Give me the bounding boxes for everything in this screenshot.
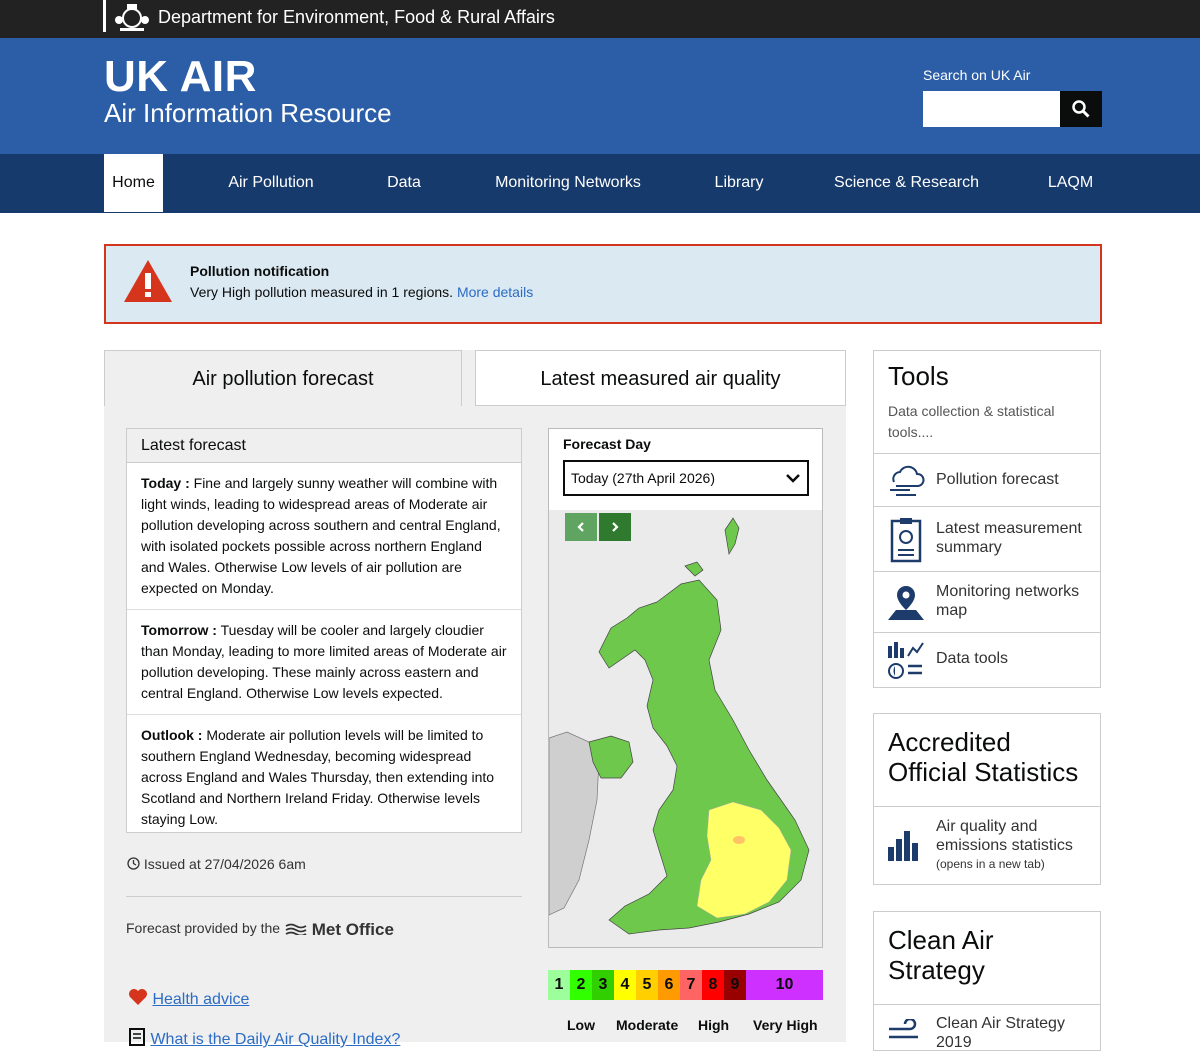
government-bar — [0, 0, 1200, 38]
clipboard-icon — [886, 517, 926, 563]
department-name[interactable]: Department for Environment, Food & Rural Affairs — [158, 7, 555, 27]
map-pin-icon — [886, 582, 926, 622]
nav-library[interactable]: Library — [714, 174, 764, 191]
clock-icon — [127, 857, 140, 870]
shetland-islands — [725, 518, 739, 554]
notification-message — [190, 284, 533, 300]
bar-chart-icon — [886, 829, 920, 863]
govbar-divider — [103, 0, 106, 32]
cloud-wind-icon — [886, 460, 926, 500]
statistics-link-label — [936, 817, 1096, 874]
scale-band-8: 8 — [702, 970, 724, 1000]
tool-pollution-forecast[interactable] — [874, 453, 1100, 506]
clean-air-strategy-link[interactable] — [874, 1004, 1100, 1054]
forecast-map-box — [548, 428, 823, 948]
met-office-logo[interactable] — [285, 920, 394, 940]
chart-tools-icon — [886, 640, 926, 680]
tomorrow-label: Tomorrow : — [141, 622, 217, 638]
search-label: Search on UK Air — [923, 67, 1031, 83]
scale-label-low: Low — [567, 1017, 595, 1033]
forecast-provider-text: Forecast provided by the — [126, 920, 281, 936]
scale-label-high: High — [698, 1017, 730, 1033]
moderate-pollution-hotspot — [733, 836, 745, 844]
chevron-down-icon — [785, 470, 801, 486]
scale-band-6: 6 — [658, 970, 680, 1000]
site-subtitle: Air Information Resource — [104, 98, 392, 128]
air-quality-statistics-link[interactable] — [874, 806, 1100, 884]
health-advice — [128, 988, 249, 1009]
pollution-notification — [104, 244, 1102, 324]
outlook-text: Moderate air pollution levels will be limited to southern England Wednesday, becoming widespread across England and Wales Thursday, then extending into Scotland and Northern Ireland Friday. Otherwise levels staying Low. — [141, 727, 495, 827]
statistics-title: Accredited Official Statistics — [888, 727, 1079, 787]
forecast-outlook — [127, 715, 521, 840]
ireland-landmass — [549, 732, 599, 915]
nav-science-research[interactable]: Science & Research — [834, 174, 979, 191]
search-input[interactable] — [923, 91, 1060, 127]
tool-latest-measurement-summary[interactable] — [874, 506, 1100, 571]
orkney-islands — [685, 562, 703, 576]
notification-text: Very High pollution measured in 1 regions. — [190, 284, 454, 300]
wind-icon — [886, 1019, 926, 1059]
scale-band-9: 9 — [724, 970, 746, 1000]
forecast-day-value: Today (27th April 2026) — [571, 470, 715, 486]
search-button[interactable] — [1060, 91, 1102, 127]
today-text: Fine and largely sunny weather will combine with light winds, leading to widespread areas of Moderate air pollution developing across southern and central England, with isolated pockets possible across northern England and Wales. Otherwise Low levels of air pollution are expected on Monday. — [141, 475, 501, 596]
notification-title: Pollution notification — [190, 263, 330, 279]
clean-air-strategy-card — [873, 911, 1101, 1051]
scale-band-5: 5 — [636, 970, 658, 1000]
forecast-day-select[interactable] — [563, 460, 809, 496]
outlook-label: Outlook : — [141, 727, 203, 743]
daqi-link[interactable]: What is the Daily Air Quality Index? — [150, 1031, 401, 1048]
scale-band-2: 2 — [570, 970, 592, 1000]
uk-forecast-map[interactable] — [549, 510, 822, 947]
new-tab-note: (opens in a new tab) — [936, 857, 1045, 871]
royal-crest-icon — [112, 2, 152, 32]
scale-band-7: 7 — [680, 970, 702, 1000]
tab-air-pollution-forecast[interactable]: Air pollution forecast — [104, 350, 462, 406]
warning-icon — [122, 258, 174, 304]
scale-band-4: 4 — [614, 970, 636, 1000]
nav-home[interactable]: Home — [104, 154, 163, 212]
uk-map-graphic — [549, 510, 822, 947]
search-icon — [1072, 100, 1090, 118]
document-icon — [128, 1028, 146, 1046]
today-label: Today : — [141, 475, 190, 491]
site-header — [0, 38, 1200, 154]
strategy-title: Clean Air Strategy — [888, 925, 994, 985]
scale-band-10: 10 — [746, 970, 823, 1000]
forecast-tomorrow — [127, 610, 521, 715]
latest-forecast-box — [126, 428, 522, 833]
tool-label: Monitoring networks map — [936, 583, 1080, 619]
divider — [126, 896, 522, 897]
latest-forecast-heading: Latest forecast — [127, 429, 521, 463]
strategy-item: Clean Air Strategy 2019 — [936, 1015, 1065, 1051]
scale-label-very-high: Very High — [753, 1017, 818, 1033]
tool-monitoring-networks-map[interactable] — [874, 571, 1100, 632]
met-office-waves-icon — [285, 923, 307, 935]
scale-band-1: 1 — [548, 970, 570, 1000]
tools-title: Tools — [888, 361, 949, 391]
nav-data[interactable]: Data — [387, 174, 421, 191]
nav-air-pollution[interactable]: Air Pollution — [228, 174, 314, 191]
tools-description: Data collection & statistical tools.... — [888, 403, 1055, 440]
tomorrow-text: Tuesday will be cooler and largely cloudier than Monday, leading to more limited areas of Moderate air pollution developing. These mainly across eastern and central England. Otherwise Low levels expected. — [141, 622, 507, 701]
met-office-text: Met Office — [311, 920, 394, 939]
tool-label: Data tools — [936, 650, 1009, 667]
statistics-card — [873, 713, 1101, 885]
daqi-scale — [548, 970, 823, 1000]
daqi-info — [128, 1028, 400, 1049]
tools-card — [873, 350, 1101, 688]
tab-latest-measured-air-quality[interactable]: Latest measured air quality — [475, 350, 846, 406]
site-title[interactable]: UK AIR — [104, 52, 257, 101]
nav-monitoring-networks[interactable]: Monitoring Networks — [495, 174, 641, 191]
statistics-item: Air quality and emissions statistics — [936, 818, 1073, 854]
issued-text: Issued at 27/04/2026 6am — [143, 856, 306, 872]
more-details-link[interactable]: More details — [456, 284, 534, 300]
forecast-day-label: Forecast Day — [563, 436, 651, 452]
main-navigation — [0, 154, 1200, 213]
heart-icon — [128, 988, 148, 1006]
scale-band-3: 3 — [592, 970, 614, 1000]
tool-label: Latest measurement summary — [936, 520, 1082, 556]
issued-time — [127, 856, 306, 872]
nav-laqm[interactable]: LAQM — [1047, 174, 1094, 191]
forecast-today — [127, 463, 521, 610]
scale-label-moderate: Moderate — [616, 1017, 679, 1033]
tool-label: Pollution forecast — [936, 471, 1059, 488]
tool-data-tools[interactable] — [874, 632, 1100, 686]
health-advice-link[interactable]: Health advice — [152, 991, 250, 1008]
